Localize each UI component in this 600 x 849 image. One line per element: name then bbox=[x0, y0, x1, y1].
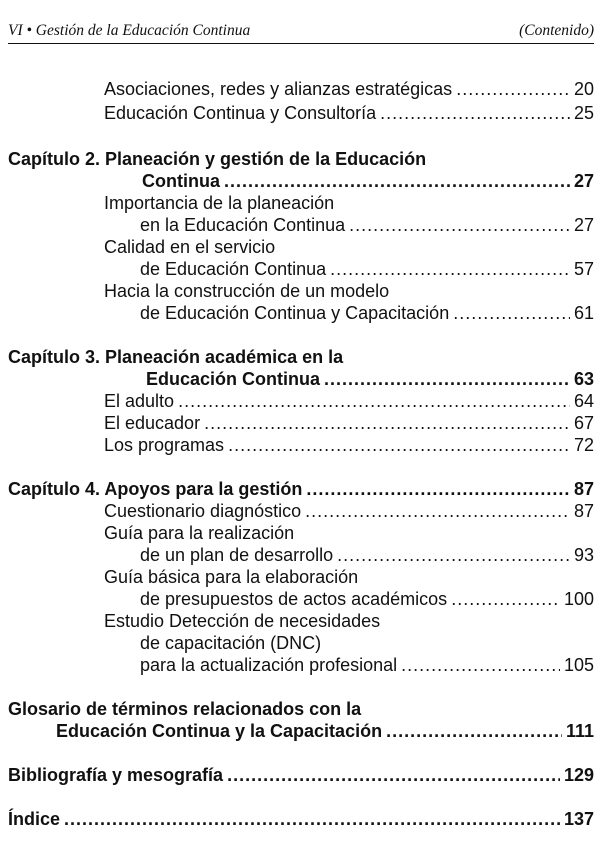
toc-leader-dots bbox=[224, 170, 570, 192]
toc-entry-importancia[interactable] bbox=[140, 214, 594, 236]
toc-page-number: 93 bbox=[573, 545, 594, 565]
toc-leader-dots bbox=[453, 302, 570, 324]
toc-entry-label: de Educación Continua bbox=[140, 259, 327, 279]
toc-entry-label: para la actualización profesional bbox=[140, 655, 398, 675]
toc-entry-label: El educador bbox=[104, 413, 201, 433]
toc-entry-calidad-line1[interactable]: Calidad en el servicio bbox=[104, 237, 276, 257]
toc-page-number: 137 bbox=[563, 809, 594, 829]
toc-entry-estudio-line1[interactable]: Estudio Detección de necesidades bbox=[104, 611, 381, 631]
toc-entry-bibliografia[interactable] bbox=[8, 764, 594, 786]
toc-entry-label: Continua bbox=[142, 171, 220, 191]
toc-entry-estudio[interactable] bbox=[140, 654, 594, 676]
toc-page-number: 105 bbox=[563, 655, 594, 675]
toc-page-number: 63 bbox=[573, 369, 594, 389]
toc-leader-dots bbox=[227, 764, 560, 786]
toc-entry-label: Educación Continua y la Capacitación bbox=[56, 721, 383, 741]
toc-entry-consultoria[interactable] bbox=[104, 102, 594, 124]
toc-page-number: 61 bbox=[573, 303, 594, 323]
toc-entry-guia2[interactable] bbox=[140, 588, 594, 610]
toc-entry-label: de Educación Continua y Capacitación bbox=[140, 303, 450, 323]
toc-entry-glosario[interactable] bbox=[56, 720, 594, 742]
toc-entry-hacia[interactable] bbox=[140, 302, 594, 324]
toc-leader-dots bbox=[386, 720, 562, 742]
toc-entry-indice[interactable] bbox=[8, 808, 594, 830]
toc-leader-dots bbox=[228, 434, 570, 456]
toc-entry-guia1-line1[interactable]: Guía para la realización bbox=[104, 523, 295, 543]
toc-page-number: 27 bbox=[573, 171, 594, 191]
toc-leader-dots bbox=[337, 544, 570, 566]
toc-page-number: 100 bbox=[563, 589, 594, 609]
toc-entry-adulto[interactable] bbox=[104, 390, 594, 412]
toc-leader-dots bbox=[306, 478, 570, 500]
toc-entry-hacia-line1[interactable]: Hacia la construcción de un modelo bbox=[104, 281, 390, 301]
running-head-title: VI • Gestión de la Educación Continua bbox=[8, 22, 251, 39]
toc-entry-chapter-2[interactable] bbox=[142, 170, 594, 192]
toc-leader-dots bbox=[64, 808, 560, 830]
glossary-title-line1[interactable]: Glosario de términos relacionados con la bbox=[8, 699, 362, 719]
toc-leader-dots bbox=[330, 258, 570, 280]
toc-entry-label: de presupuestos de actos académicos bbox=[140, 589, 448, 609]
toc-page-number: 87 bbox=[573, 501, 594, 521]
toc-entry-label: de un plan de desarrollo bbox=[140, 545, 334, 565]
toc-entry-label: Los programas bbox=[104, 435, 225, 455]
toc-page-number: 87 bbox=[573, 479, 594, 499]
toc-page-number: 72 bbox=[573, 435, 594, 455]
toc-entry-label: Asociaciones, redes y alianzas estratégicas bbox=[104, 79, 453, 99]
toc-leader-dots bbox=[456, 78, 570, 100]
toc-entry-calidad[interactable] bbox=[140, 258, 594, 280]
toc-leader-dots bbox=[380, 102, 570, 124]
toc-page-number: 64 bbox=[573, 391, 594, 411]
running-head-section: (Contenido) bbox=[519, 22, 594, 39]
toc-page-number: 129 bbox=[563, 765, 594, 785]
toc-entry-label: Educación Continua y Consultoría bbox=[104, 103, 377, 123]
toc-entry-label: en la Educación Continua bbox=[140, 215, 346, 235]
toc-entry-chapter-4[interactable] bbox=[8, 478, 594, 500]
toc-page-number: 20 bbox=[573, 79, 594, 99]
toc-entry-label: El adulto bbox=[104, 391, 175, 411]
chapter-2-title-line1[interactable]: Capítulo 2. Planeación y gestión de la Educación bbox=[8, 149, 427, 169]
toc-entry-asociaciones[interactable] bbox=[104, 78, 594, 100]
toc-page-number: 111 bbox=[565, 721, 594, 741]
toc-entry-importancia-line1[interactable]: Importancia de la planeación bbox=[104, 193, 335, 213]
toc-leader-dots bbox=[204, 412, 570, 434]
page-header bbox=[8, 22, 594, 44]
toc-entry-label: Bibliografía y mesografía bbox=[8, 765, 224, 785]
toc-leader-dots bbox=[349, 214, 570, 236]
toc-page-number: 25 bbox=[573, 103, 594, 123]
toc-page-number: 67 bbox=[573, 413, 594, 433]
toc-entry-label: Cuestionario diagnóstico bbox=[104, 501, 302, 521]
toc-leader-dots bbox=[324, 368, 570, 390]
toc-entry-chapter-3[interactable] bbox=[146, 368, 594, 390]
toc-entry-cuestionario[interactable] bbox=[104, 500, 594, 522]
toc-entry-label: Capítulo 4. Apoyos para la gestión bbox=[8, 479, 303, 499]
toc-entry-label: Educación Continua bbox=[146, 369, 321, 389]
toc-entry-programas[interactable] bbox=[104, 434, 594, 456]
toc-entry-guia2-line1[interactable]: Guía básica para la elaboración bbox=[104, 567, 359, 587]
toc-entry-estudio-line2[interactable]: de capacitación (DNC) bbox=[140, 633, 322, 653]
toc-leader-dots bbox=[178, 390, 570, 412]
toc-entry-educador[interactable] bbox=[104, 412, 594, 434]
chapter-3-title-line1[interactable]: Capítulo 3. Planeación académica en la bbox=[8, 347, 344, 367]
toc-entry-label: Índice bbox=[8, 809, 61, 829]
toc-entry-guia1[interactable] bbox=[140, 544, 594, 566]
toc-page-number: 57 bbox=[573, 259, 594, 279]
toc-page-number: 27 bbox=[573, 215, 594, 235]
toc-leader-dots bbox=[401, 654, 560, 676]
toc-leader-dots bbox=[451, 588, 560, 610]
toc-leader-dots bbox=[305, 500, 570, 522]
